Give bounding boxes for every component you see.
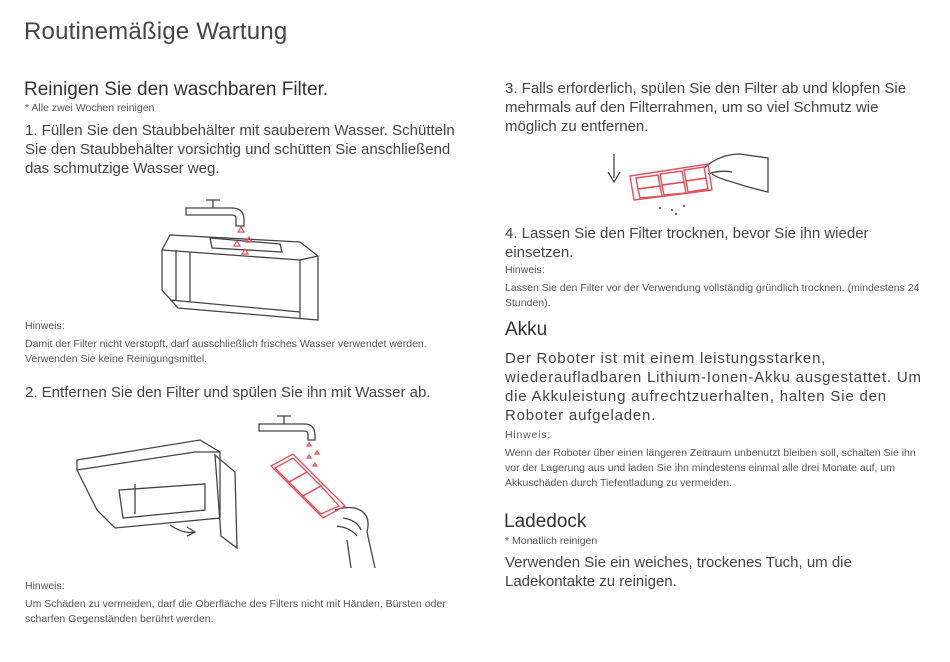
filter-tap-illustration	[600, 148, 780, 216]
filter-heading: Reinigen Sie den waschbaren Filter.	[24, 79, 329, 100]
step-2-text: 2. Entfernen Sie den Filter und spülen Sie ihn mit Wasser ab.	[25, 384, 431, 401]
filter-frequency: * Alle zwei Wochen reinigen	[25, 102, 155, 114]
step-4-text: 4. Lassen Sie den Filter trocknen, bevor Sie ihn wieder einsetzen.	[505, 225, 869, 261]
dustbin-fill-illustration	[150, 190, 330, 330]
step-3-text: 3. Falls erforderlich, spülen Sie den Filter ab und klopfen Sie mehrmals auf den Filterrahmen, um so viel Schmutz wie möglich zu entfernen.	[505, 80, 907, 135]
battery-note-label: Hinweis:	[505, 429, 552, 441]
filter-remove-illustration	[75, 410, 395, 575]
note-4-text: Lassen Sie den Filter vor der Verwendung vollständig gründlich trocknen. (mindestens 24 Stunden).	[505, 282, 920, 309]
dock-text: Verwenden Sie ein weiches, trockenes Tuch, um die Ladekontakte zu reinigen.	[505, 554, 852, 590]
note-1-text: Damit der Filter nicht verstopft, darf ausschließlich frisches Wasser verwendet werden. Verwenden Sie keine Reinigungsmittel.	[25, 338, 427, 365]
note-4-label: Hinweis:	[505, 264, 545, 276]
note-1-label: Hinweis:	[25, 320, 65, 332]
step-1-text: 1. Füllen Sie den Staubbehälter mit sauberem Wasser. Schütteln Sie den Staubbehälter vorsichtig und schütten Sie anschließend das schmutzige Wasser weg.	[25, 122, 455, 177]
battery-heading: Akku	[505, 319, 548, 340]
note-2-label: Hinweis:	[25, 580, 65, 592]
note-2-text: Um Schäden zu vermeiden, darf die Oberfläche des Filters nicht mit Händen, Bürsten oder scharfen Gegenständen berührt werden.	[25, 598, 446, 625]
dock-heading: Ladedock	[504, 511, 587, 532]
battery-note-text: Wenn der Roboter über einen längeren Zeitraum unbenutzt bleiben soll, schalten Sie ihn vor der Lagerung aus und laden Sie ihn mindestens einmal alle drei Monate auf, um Akkuschäden durch Tiefentladung zu vermeiden.	[505, 447, 916, 489]
page-title: Routinemäßige Wartung	[24, 18, 288, 45]
dock-frequency: * Monatlich reinigen	[505, 535, 598, 547]
battery-text: Der Roboter ist mit einem leistungsstarken, wiederaufladbaren Lithium-Ionen-Akku ausgestattet. Um die Akkuleistung aufrechtzuerhalten, halten Sie den Roboter aufgeladen.	[505, 350, 922, 424]
